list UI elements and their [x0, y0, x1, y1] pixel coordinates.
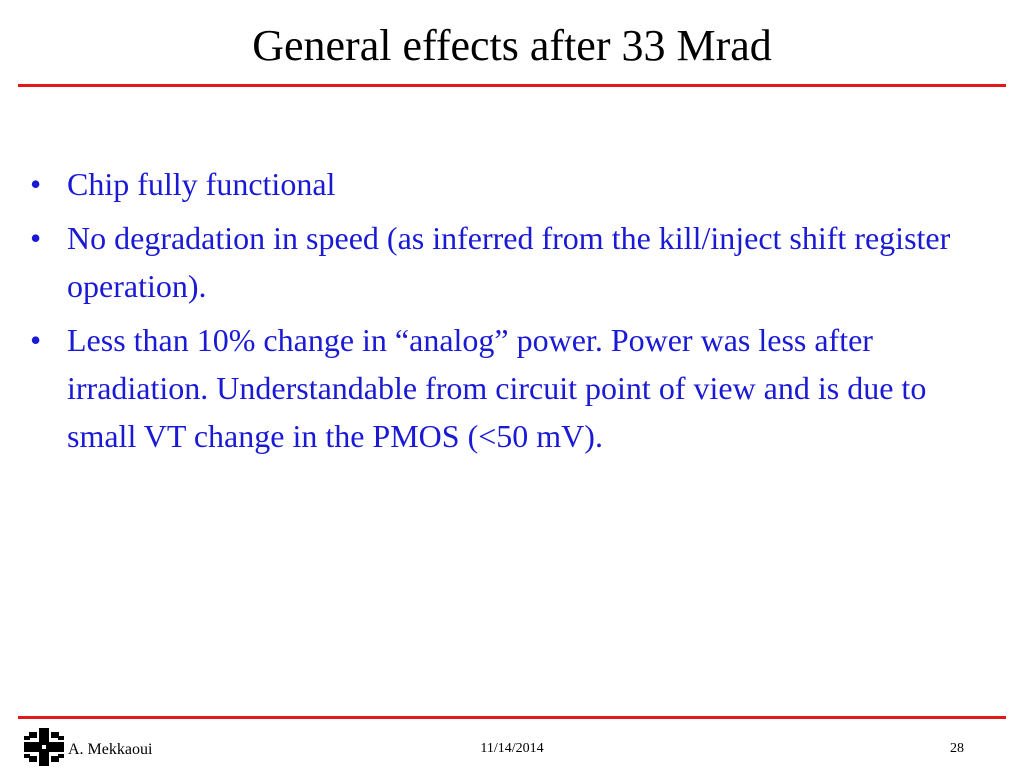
bullet-list	[30, 160, 990, 466]
bullet-text: Less than 10% change in “analog” power. Power was less after irradiation. Understandable from circuit point of view and is due to small VT change in the PMOS (<50 mV).	[67, 322, 927, 454]
bullet-glyph: •	[30, 166, 42, 202]
page-number: 28	[950, 741, 964, 756]
title-divider	[18, 84, 1006, 87]
bullet-glyph: •	[30, 220, 42, 256]
bullet-item	[30, 160, 990, 208]
bullet-item	[30, 214, 990, 310]
footer-divider	[18, 716, 1006, 719]
bullet-glyph: •	[30, 322, 42, 358]
bullet-text: No degradation in speed (as inferred from the kill/inject shift register operation).	[67, 220, 951, 304]
footer-date: 11/14/2014	[480, 741, 544, 756]
slide-title: General effects after 33 Mrad	[252, 21, 772, 70]
bullet-text: Chip fully functional	[67, 166, 336, 202]
bullet-item	[30, 316, 990, 460]
footer-author: A. Mekkaoui	[68, 741, 153, 758]
